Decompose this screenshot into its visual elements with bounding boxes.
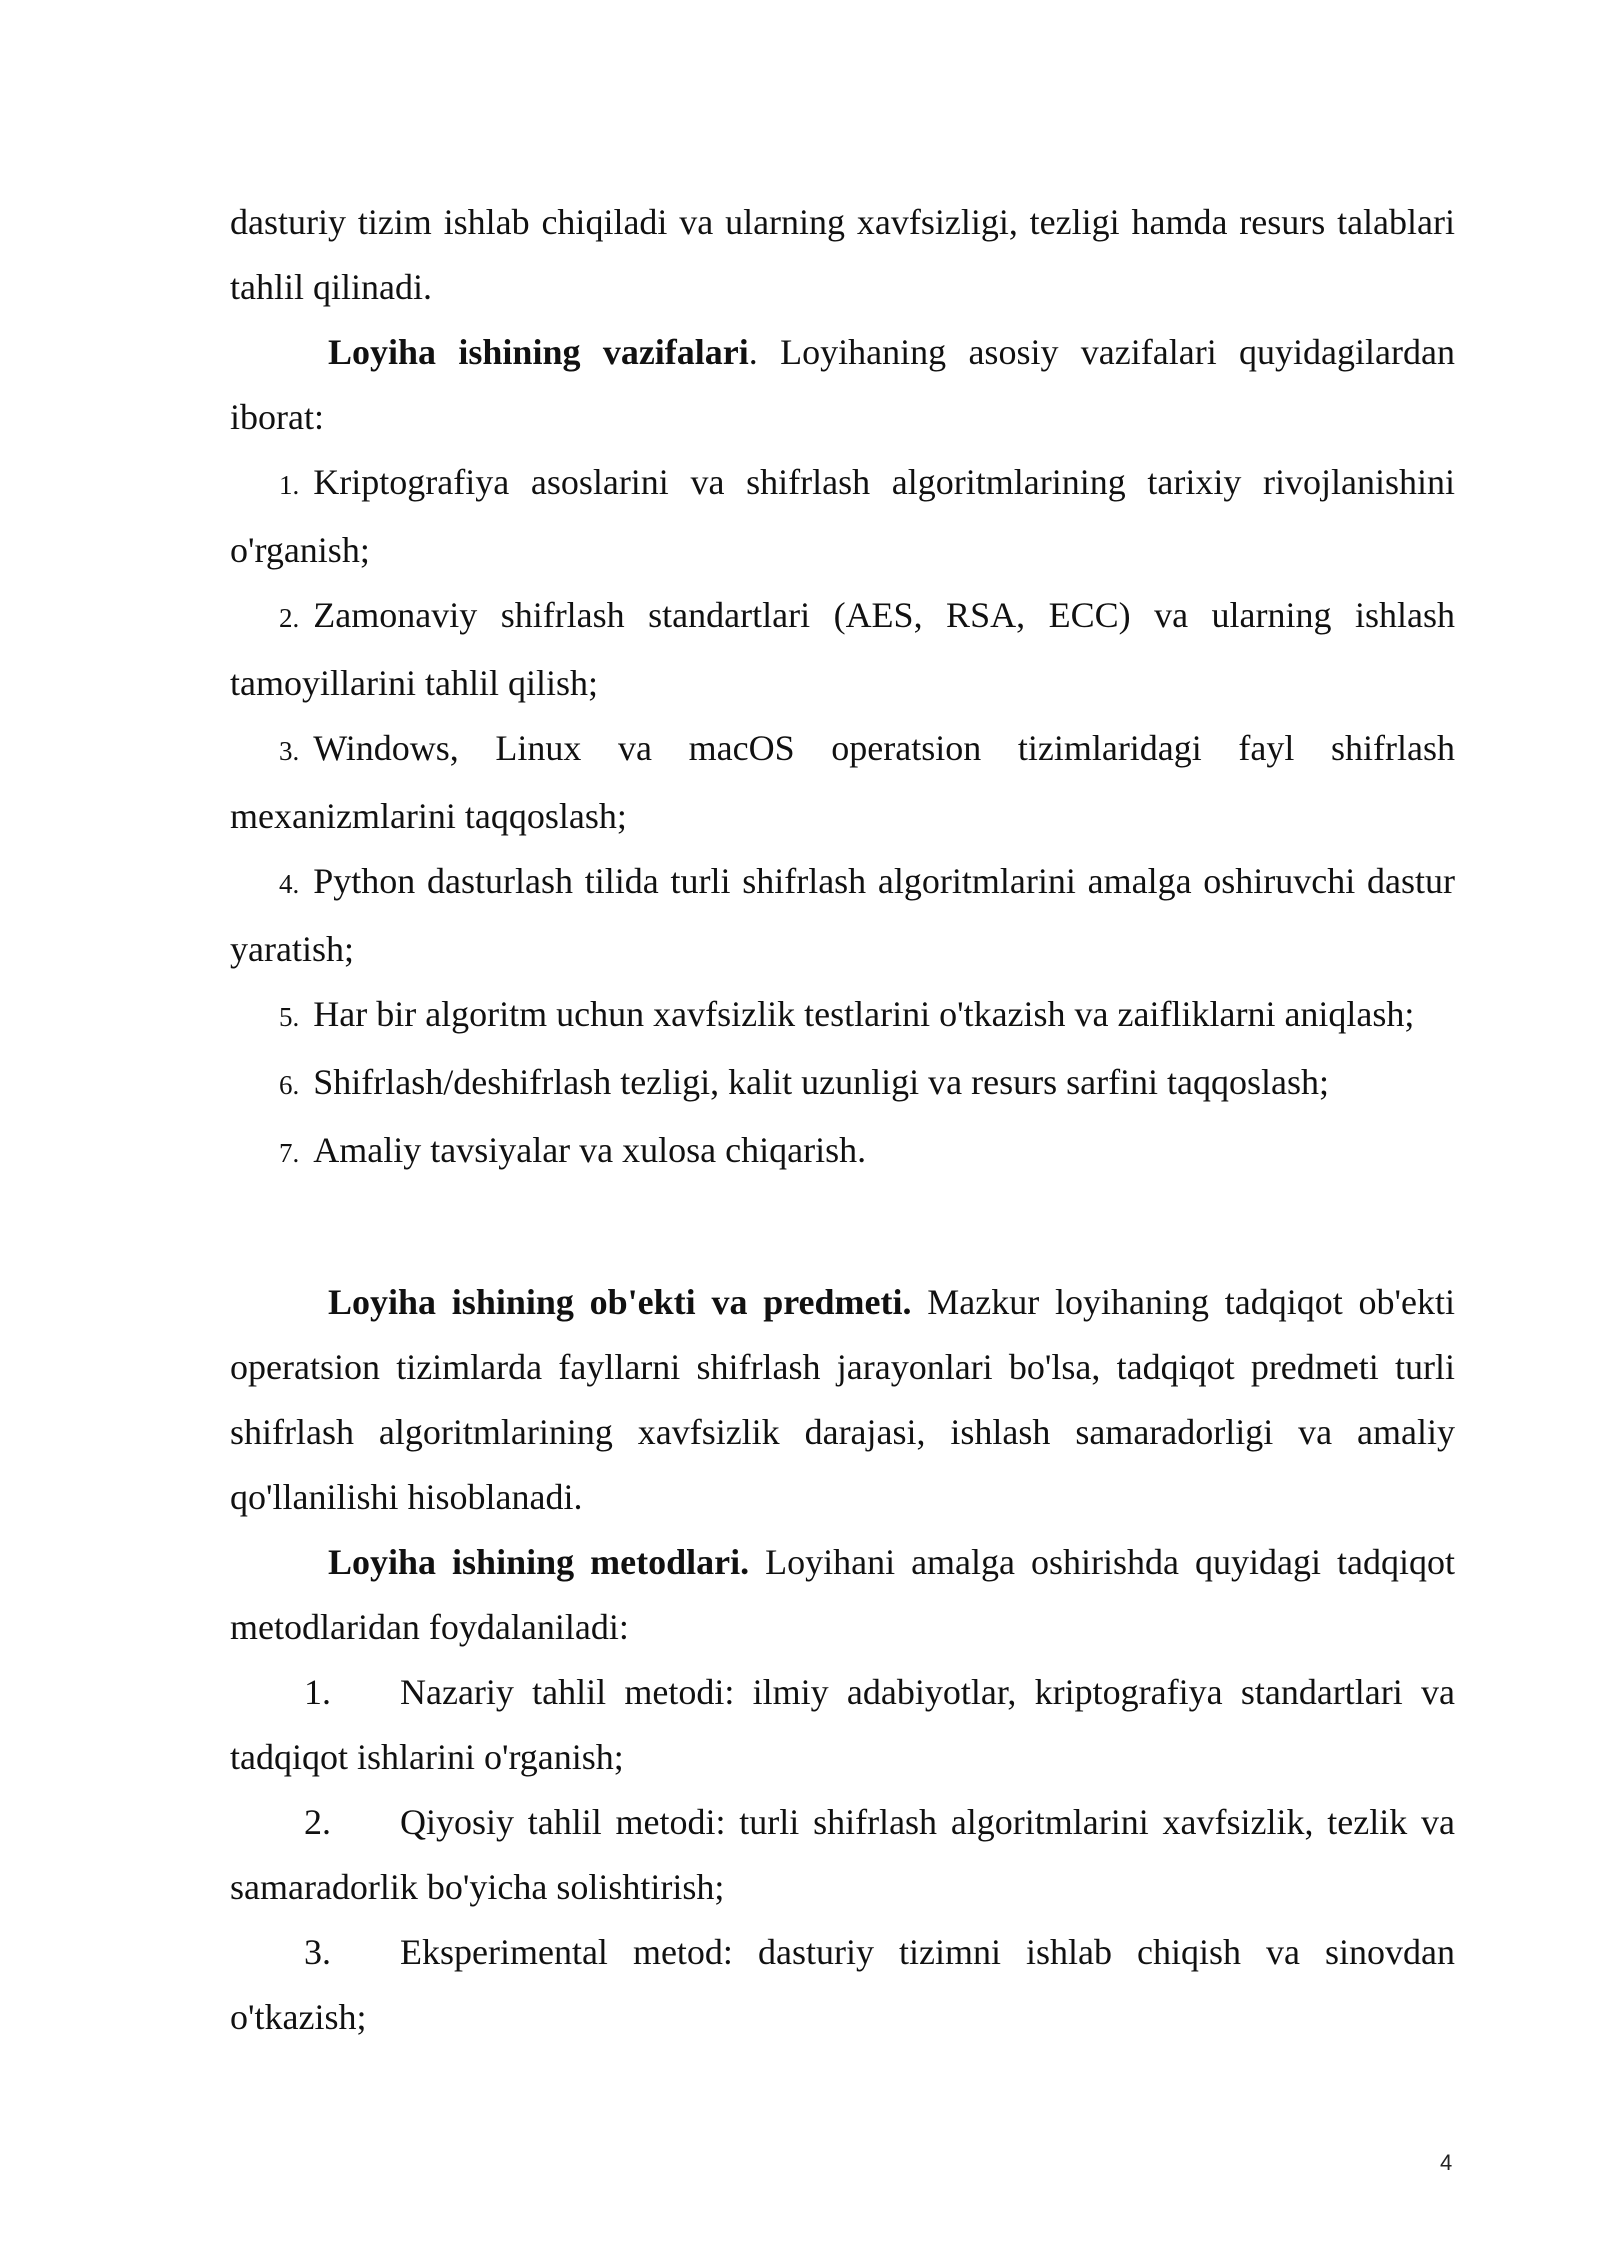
list-item-text: Amaliy tavsiyalar va xulosa chiqarish. [313, 1130, 867, 1170]
tasks-lead: Loyihaning asosiy vazifalari quyidagilardan iborat: [230, 332, 1455, 437]
list-item-number: 7. [279, 1138, 300, 1168]
list-item [230, 450, 1455, 583]
list-item-text: Qiyosiy tahlil metodi: turli shifrlash algoritmlarini xavfsizlik, tezlik va samaradorlik bo'yicha solishtirish; [230, 1802, 1455, 1907]
list-item [230, 1050, 1455, 1118]
list-item [230, 1118, 1455, 1186]
object-text: Mazkur loyihaning tadqiqot ob'ekti operatsion tizimlarda fayllarni shifrlash jarayonlari bo'lsa, tadqiqot predmeti turli shifrlash algoritmlarining xavfsizlik darajasi, ishlash samaradorligi va amaliy qo'llanilishi hisoblanadi. [230, 1282, 1455, 1517]
list-item-text: Nazariy tahlil metodi: ilmiy adabiyotlar, kriptografiya standartlari va tadqiqot ishlarini o'rganish; [230, 1672, 1455, 1777]
list-item [230, 583, 1455, 716]
list-item-number: 1. [279, 470, 300, 500]
section-gap [230, 1186, 1455, 1270]
list-item-text: Kriptografiya asoslarini va shifrlash algoritmlarining tarixiy rivojlanishini o'rganish; [230, 462, 1455, 570]
page-content [230, 190, 1455, 2050]
list-item-number: 4. [279, 869, 300, 899]
tasks-paragraph [230, 320, 1455, 450]
list-item [230, 1660, 1455, 1790]
list-item-number: 6. [279, 1070, 300, 1100]
intro-paragraph-end: dasturiy tizim ishlab chiqiladi va ularning xavfsizligi, tezligi hamda resurs talablari tahlil qilinadi. [230, 202, 1455, 307]
list-item-text: Python dasturlash tilida turli shifrlash algoritmlarini amalga oshiruvchi dastur yaratish; [230, 861, 1455, 969]
object-heading: Loyiha ishining ob'ekti va predmeti. [328, 1282, 912, 1322]
list-item [230, 1920, 1455, 2050]
page-number: 4 [1440, 2150, 1453, 2175]
list-item-number: 2. [279, 603, 300, 633]
methods-lead: Loyihani amalga oshirishda quyidagi tadqiqot metodlaridan foydalaniladi: [230, 1542, 1455, 1647]
list-item-text: Har bir algoritm uchun xavfsizlik testlarini o'tkazish va zaifliklarni aniqlash; [313, 994, 1415, 1034]
list-item-number: 3. [279, 736, 300, 766]
list-item-text: Eksperimental metod: dasturiy tizimni ishlab chiqish va sinovdan o'tkazish; [230, 1932, 1455, 2037]
list-item-number: 5. [279, 1002, 300, 1032]
list-item-number: 3. [304, 1932, 331, 1972]
list-item [230, 849, 1455, 982]
tasks-heading-punct: . [748, 332, 758, 372]
methods-heading: Loyiha ishining metodlari. [328, 1542, 750, 1582]
list-item [230, 1790, 1455, 1920]
object-paragraph [230, 1270, 1455, 1530]
methods-paragraph [230, 1530, 1455, 1660]
list-item [230, 982, 1455, 1050]
list-item-text: Zamonaviy shifrlash standartlari (AES, RSA, ECC) va ularning ishlash tamoyillarini tahlil qilish; [230, 595, 1455, 703]
list-item-number: 2. [304, 1802, 331, 1842]
tasks-heading: Loyiha ishining vazifalari [328, 332, 749, 372]
list-item-text: Shifrlash/deshifrlash tezligi, kalit uzunligi va resurs sarfini taqqoslash; [313, 1062, 1330, 1102]
list-item [230, 716, 1455, 849]
list-item-text: Windows, Linux va macOS operatsion tizimlaridagi fayl shifrlash mexanizmlarini taqqoslash; [230, 728, 1455, 836]
list-item-number: 1. [304, 1672, 331, 1712]
